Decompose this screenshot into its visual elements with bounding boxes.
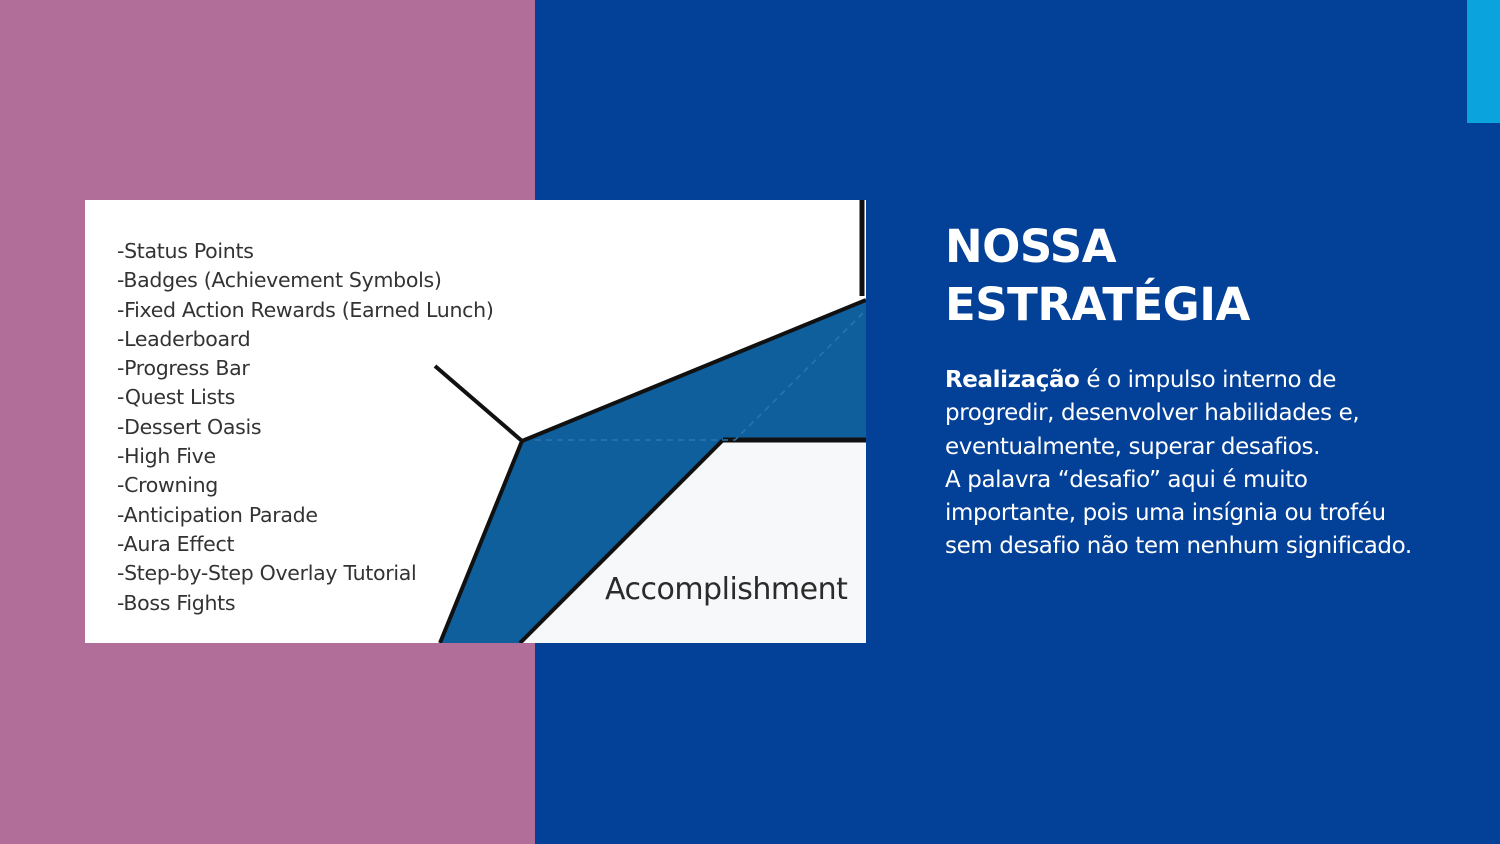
list-item: -High Five bbox=[117, 444, 216, 469]
list-item: -Dessert Oasis bbox=[117, 414, 262, 439]
body-bold-term: Realização bbox=[945, 367, 1080, 393]
list-item: -Crowning bbox=[117, 473, 218, 498]
accomplishment-label: Accomplishment bbox=[605, 572, 848, 607]
slide-title bbox=[945, 218, 1250, 334]
list-item: -Fixed Action Rewards (Earned Lunch) bbox=[117, 297, 494, 322]
list-item: -Status Points bbox=[117, 239, 254, 263]
list-item: -Anticipation Parade bbox=[117, 502, 318, 527]
body-text-rest: é o impulso interno de progredir, desenvolver habilidades e, eventualmente, superar desafios. bbox=[945, 367, 1360, 460]
title-line-2: ESTRATÉGIA bbox=[945, 278, 1250, 331]
title-line-1: NOSSA bbox=[945, 220, 1117, 273]
list-item: -Leaderboard bbox=[117, 326, 251, 351]
list-item: -Step-by-Step Overlay Tutorial bbox=[117, 561, 417, 586]
game-mechanics-list bbox=[117, 237, 494, 618]
accent-bar bbox=[1467, 0, 1500, 123]
body-text-second: A palavra “desafio” aqui é muito importante, pois uma insígnia ou troféu sem desafio não tem nenhum significado. bbox=[945, 466, 1412, 560]
slide-body-text bbox=[945, 364, 1415, 564]
list-item: -Progress Bar bbox=[117, 356, 250, 381]
octalysis-figure bbox=[85, 200, 866, 643]
list-item: -Aura Effect bbox=[117, 531, 235, 556]
list-item: -Boss Fights bbox=[117, 590, 236, 615]
list-item: -Badges (Achievement Symbols) bbox=[117, 268, 442, 293]
list-item: -Quest Lists bbox=[117, 385, 236, 410]
